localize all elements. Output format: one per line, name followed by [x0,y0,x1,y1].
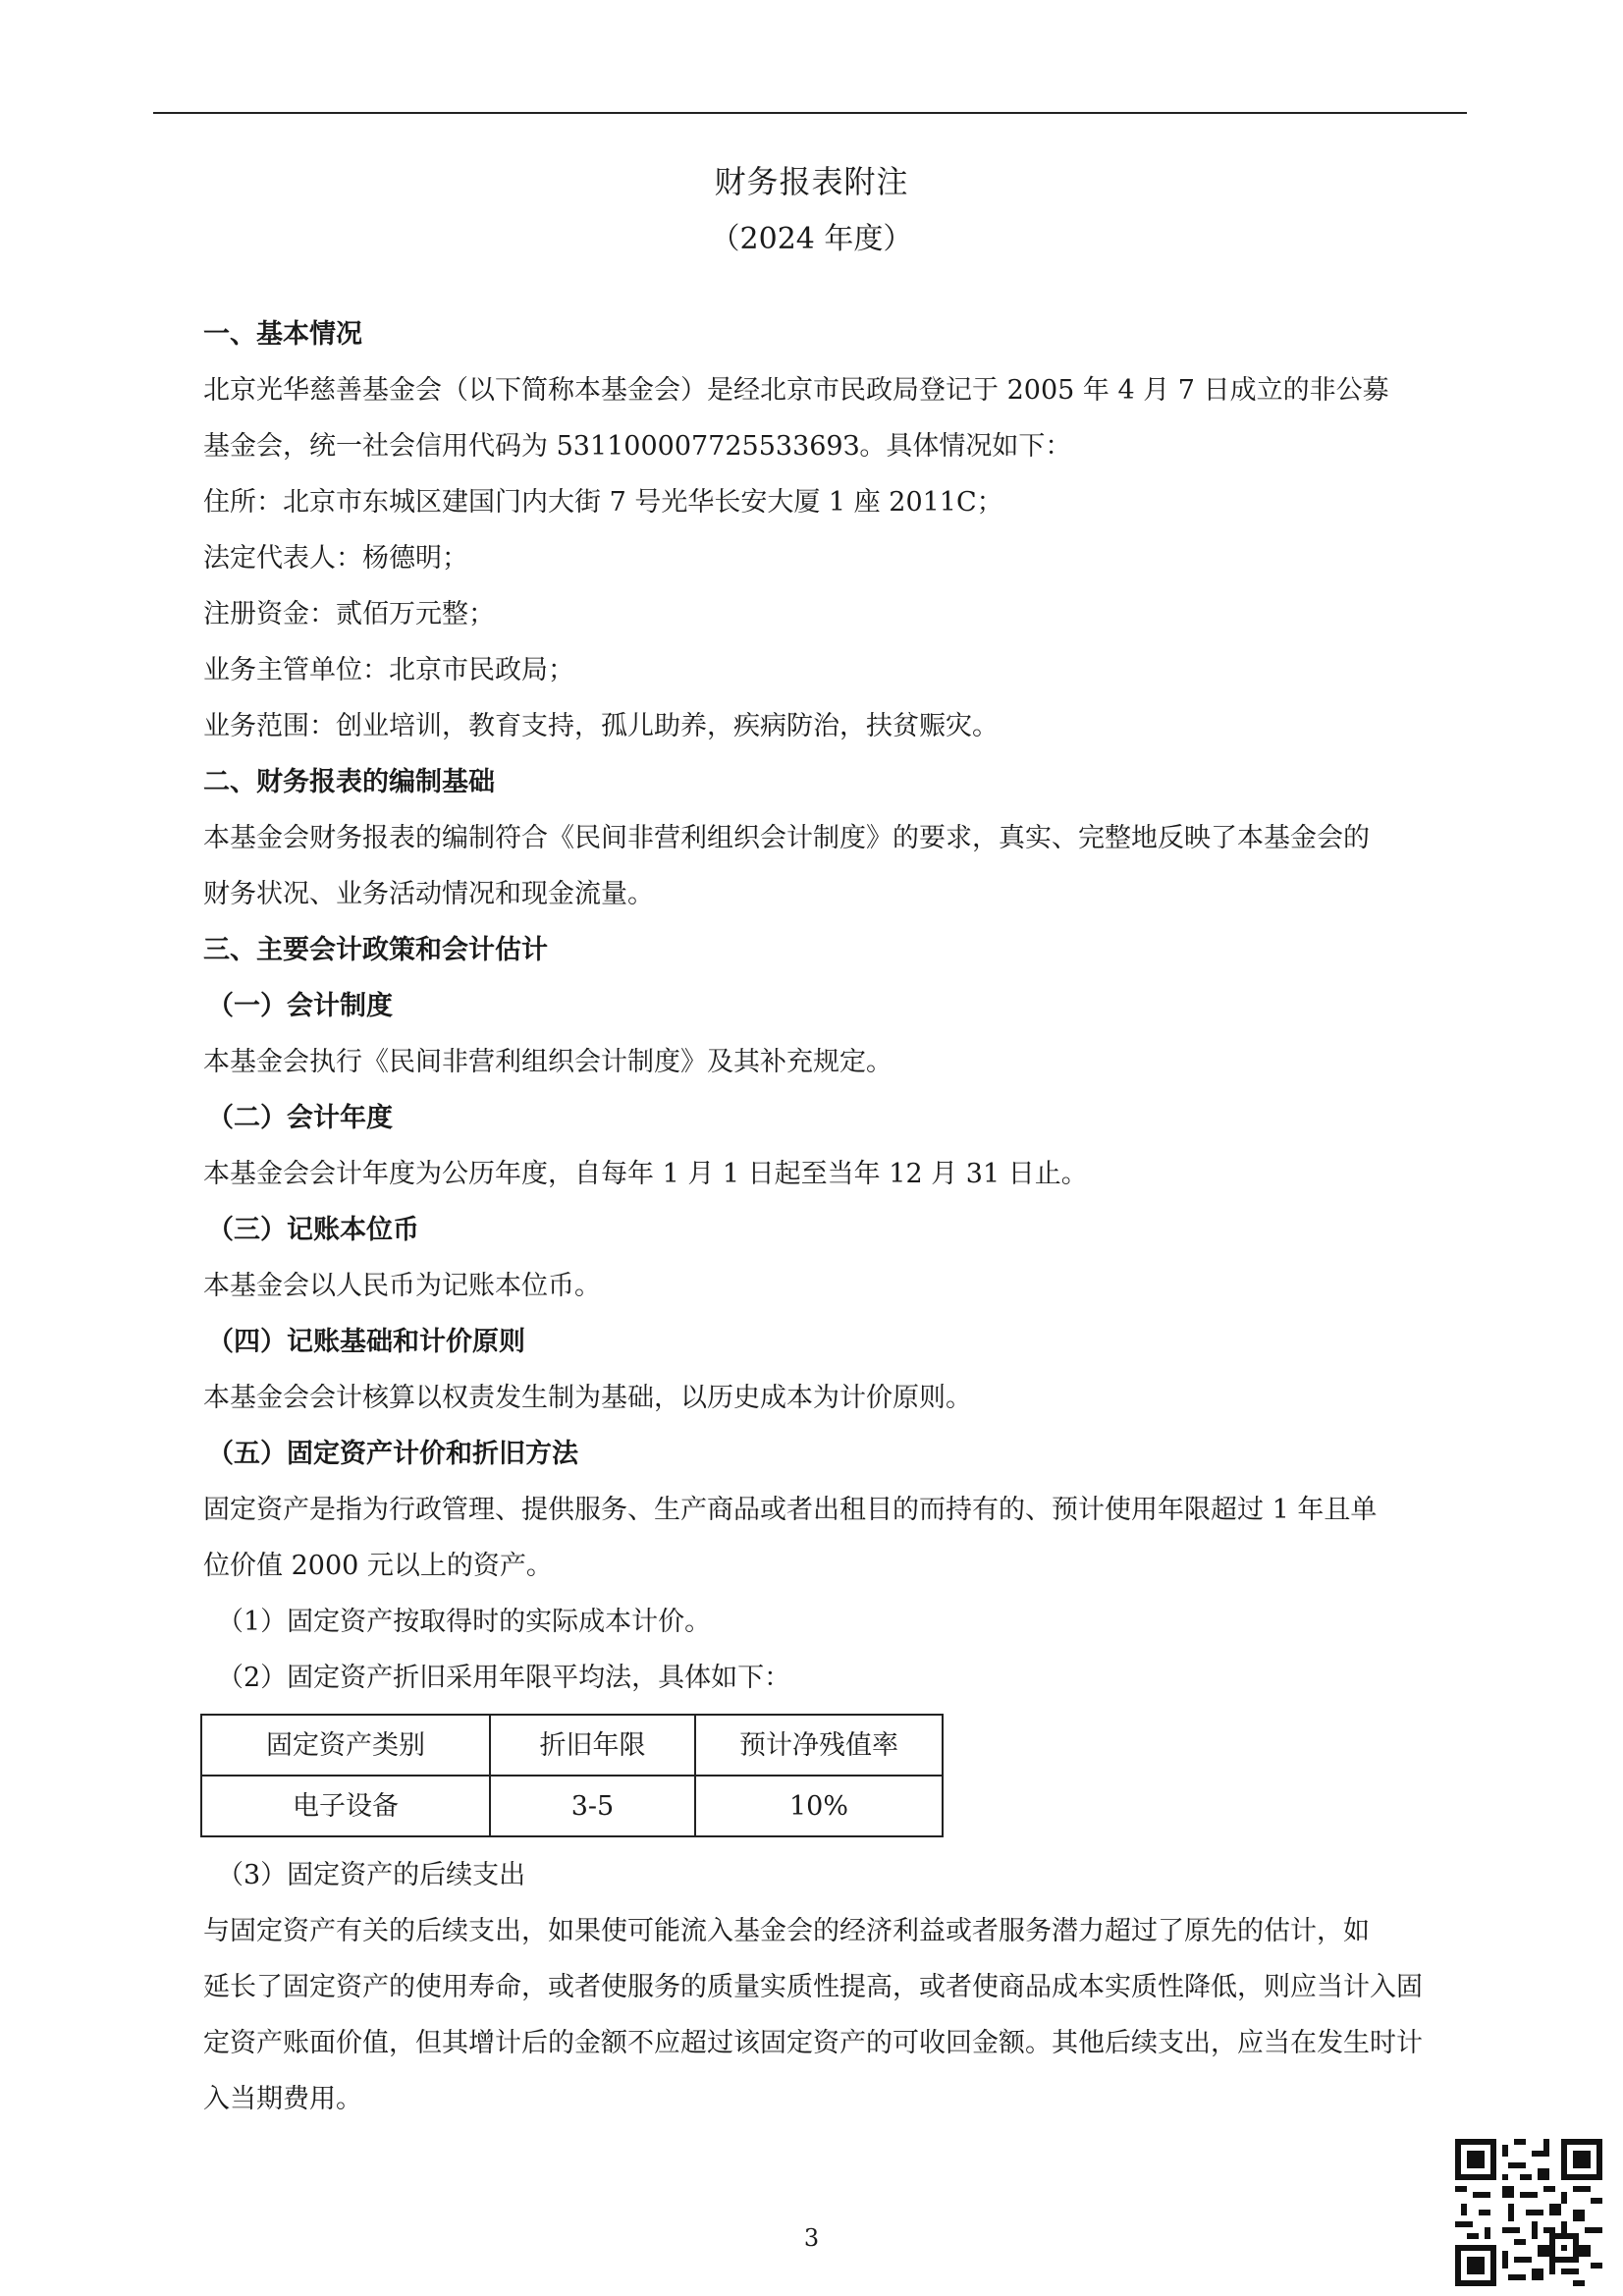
table-cell: 电子设备 [201,1776,490,1836]
s3-p2-text: 本基金会会计年度为公历年度，自每年 1 月 1 日起至当年 12 月 31 日止。 [203,1159,1088,1189]
s1-para-line1: 北京光华慈善基金会（以下简称本基金会）是经北京市民政局登记于 2005 年 4 月 7 日成立的非公募 [203,375,1389,406]
document-body [203,306,1470,2127]
s1-authority: 业务主管单位：北京市民政局； [203,655,574,685]
section-1-heading: 一、基本情况 [203,319,362,350]
s3-p5-heading: （五）固定资产计价和折旧方法 [207,1439,578,1469]
header-rule [153,112,1467,114]
s3-item3-line2: 延长了固定资产的使用寿命，或者使服务的质量实质性提高，或者使商品成本实质性降低，则应当计入固 [203,1972,1423,2002]
page-subtitle: （2024 年度） [710,222,913,256]
table-cell: 3-5 [490,1776,695,1836]
s1-scope: 业务范围：创业培训，教育支持，孤儿助养，疾病防治，扶贫赈灾。 [203,711,999,741]
s3-p1-text: 本基金会执行《民间非营利组织会计制度》及其补充规定。 [203,1047,893,1077]
s3-item1: （1）固定资产按取得时的实际成本计价。 [217,1607,712,1637]
s1-para-line2: 基金会，统一社会信用代码为 53110000772553369З。具体情况如下： [203,431,1072,462]
page-title: 财务报表附注 [714,163,909,200]
page-number: 3 [803,2224,820,2252]
table-row [201,1776,943,1836]
s2-para-line1: 本基金会财务报表的编制符合《民间非营利组织会计制度》的要求，真实、完整地反映了本基金会的 [203,823,1370,853]
table-header-row [201,1715,943,1776]
s3-p5-line1: 固定资产是指为行政管理、提供服务、生产商品或者出租目的而持有的、预计使用年限超过 1 年且单 [203,1495,1378,1525]
s3-p5-line2: 位价值 2000 元以上的资产。 [203,1551,553,1581]
s3-p4-text: 本基金会会计核算以权责发生制为基础，以历史成本为计价原则。 [203,1383,972,1413]
table-header-cell: 预计净残值率 [695,1715,943,1776]
s3-p1-heading: （一）会计制度 [207,991,393,1021]
s3-p3-text: 本基金会以人民币为记账本位币。 [203,1271,601,1301]
table-cell: 10% [695,1776,943,1836]
s3-p4-heading: （四）记账基础和计价原则 [207,1327,525,1357]
s3-item3-line1: 与固定资产有关的后续支出，如果使可能流入基金会的经济利益或者服务潜力超过了原先的估计，如 [203,1916,1370,1946]
s2-para-line2: 财务状况、业务活动情况和现金流量。 [203,879,654,909]
s3-item3-line3: 定资产账面价值，但其增计后的金额不应超过该固定资产的可收回金额。其他后续支出，应当在发生时计 [203,2028,1423,2058]
s3-item3: （3）固定资产的后续支出 [217,1860,526,1890]
section-3-heading: 三、主要会计政策和会计估计 [203,935,548,965]
qr-code-icon [1455,2139,1602,2286]
depreciation-table [200,1714,944,1837]
s1-capital: 注册资金：贰佰万元整； [203,599,495,629]
s3-p2-heading: （二）会计年度 [207,1103,393,1133]
s3-item2: （2）固定资产折旧采用年限平均法，具体如下： [217,1663,791,1693]
table-header-cell: 固定资产类别 [201,1715,490,1776]
s1-address: 住所：北京市东城区建国门内大街 7 号光华长安大厦 1 座 2011C； [203,487,1003,518]
s3-item3-line4: 入当期费用。 [203,2084,362,2114]
s1-legal-rep: 法定代表人：杨德明； [203,543,468,574]
s3-p3-heading: （三）记账本位币 [207,1215,419,1245]
table-header-cell: 折旧年限 [490,1715,695,1776]
section-2-heading: 二、财务报表的编制基础 [203,767,495,797]
